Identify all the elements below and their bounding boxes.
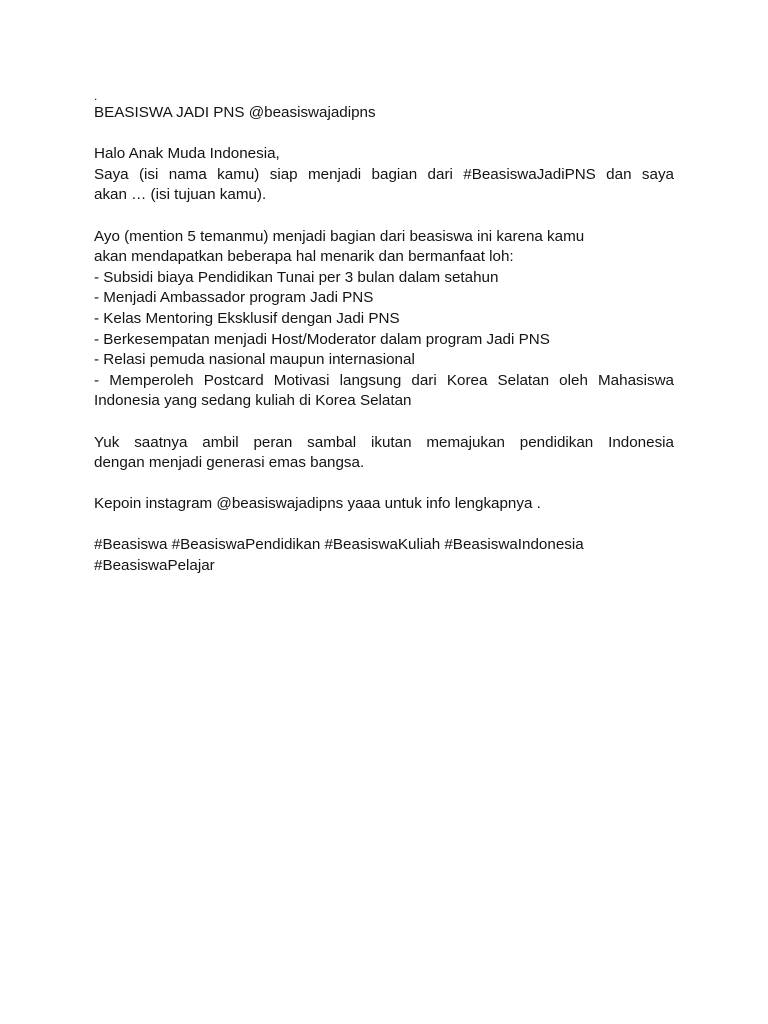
spacer — [94, 206, 674, 227]
hashtags-line-2: #BeasiswaPelajar — [94, 557, 215, 575]
intro-line-1: Saya (isi nama kamu) siap menjadi bagian dari #BeasiswaJadiPNS dan saya — [94, 165, 674, 183]
invite-line-2: akan mendapatkan beberapa hal menarik dan bermanfaat loh: — [94, 248, 514, 266]
intro-line-2: akan … (isi tujuan kamu). — [94, 186, 267, 204]
document-title: BEASISWA JADI PNS @beasiswajadipns — [94, 104, 376, 121]
benefit-item: - Memperoleh Postcard Motivasi langsung dari Korea Selatan oleh Mahasiswa — [94, 371, 674, 389]
benefit-item: - Berkesempatan menjadi Host/Moderator dalam program Jadi PNS — [94, 330, 550, 348]
benefit-item: - Subsidi biaya Pendidikan Tunai per 3 bulan dalam setahun — [94, 268, 499, 286]
benefit-item: - Menjadi Ambassador program Jadi PNS — [94, 289, 374, 307]
instagram-note: Kepoin instagram @beasiswajadipns yaaa untuk info lengkapnya . — [94, 495, 541, 513]
spacer — [94, 515, 674, 536]
hashtags-line-1: #Beasiswa #BeasiswaPendidikan #BeasiswaKuliah #BeasiswaIndonesia — [94, 536, 584, 554]
spacer — [94, 474, 674, 495]
closing-line-1: Yuk saatnya ambil peran sambal ikutan memajukan pendidikan Indonesia — [94, 433, 674, 451]
invite-line-1: Ayo (mention 5 temanmu) menjadi bagian dari beasiswa ini karena kamu — [94, 227, 585, 245]
benefit-item: - Kelas Mentoring Eksklusif dengan Jadi PNS — [94, 309, 400, 327]
leading-dot: . — [94, 89, 98, 103]
document-page — [94, 89, 674, 577]
greeting: Halo Anak Muda Indonesia, — [94, 145, 280, 163]
benefit-item-continuation: Indonesia yang sedang kuliah di Korea Selatan — [94, 392, 412, 410]
spacer — [94, 124, 674, 145]
benefit-item: - Relasi pemuda nasional maupun internasional — [94, 351, 415, 369]
spacer — [94, 412, 674, 433]
closing-line-2: dengan menjadi generasi emas bangsa. — [94, 454, 365, 472]
